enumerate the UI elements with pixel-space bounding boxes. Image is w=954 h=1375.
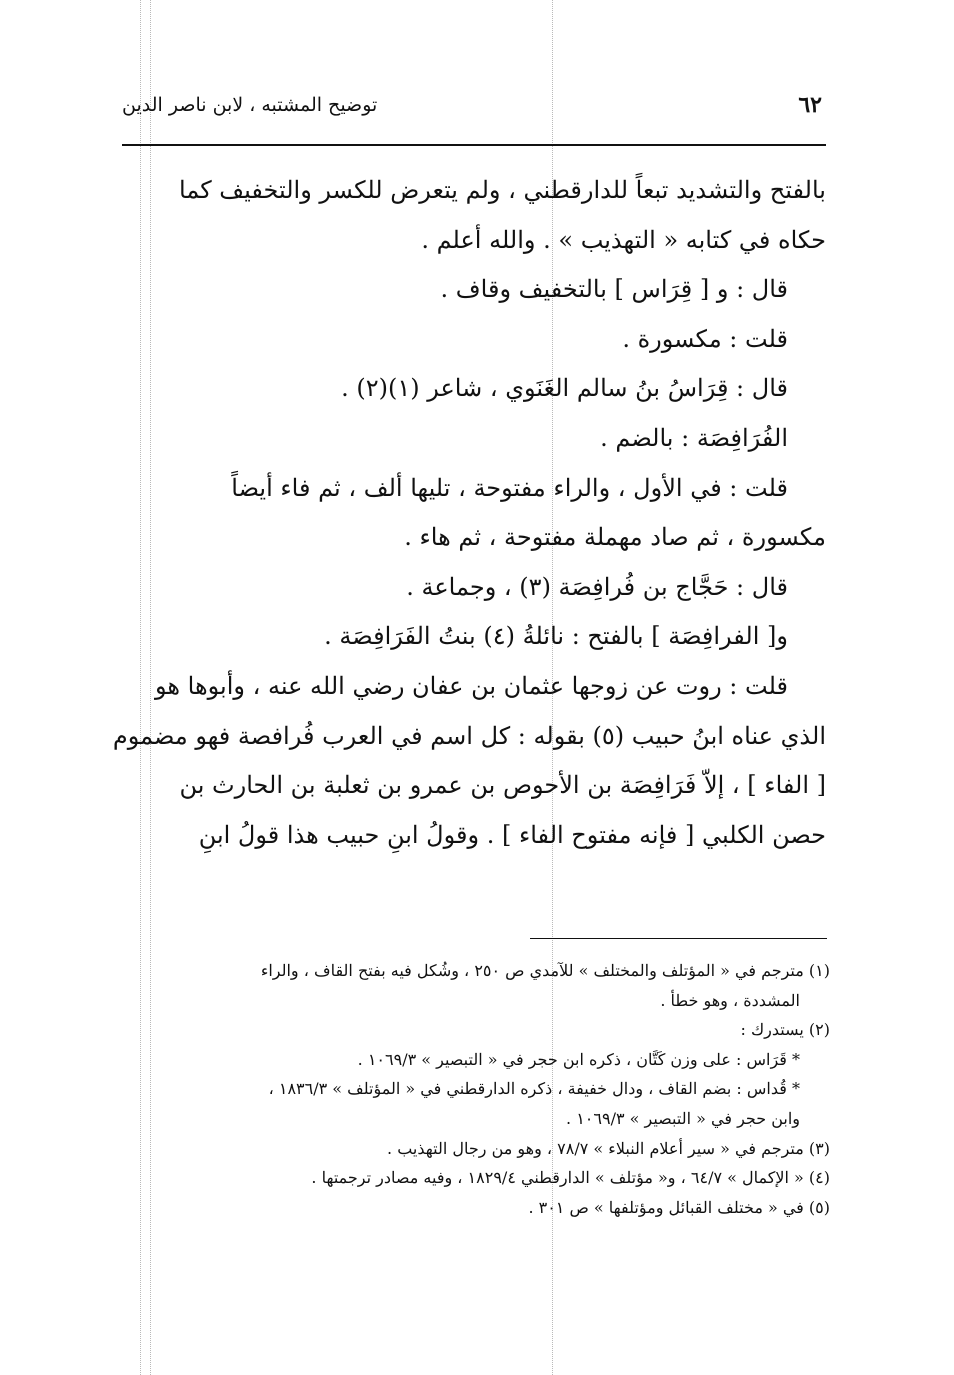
footnote-line: * قَرَاس : على وزن كَتَّان ، ذكره ابن حجر في « التبصير » ١٠٦٩/٣ . bbox=[357, 1049, 800, 1069]
header-divider bbox=[122, 144, 826, 146]
text-line: [ الفاء ] ، إلاّ فَرَافِصَة بن الأحوص بن عمرو بن ثعلبة بن الحارث بن bbox=[179, 771, 826, 800]
text-line: حكاه في كتابه « التهذيب » . والله أعلم . bbox=[421, 225, 826, 254]
text-line: الذي عناه ابنُ حبيب (٥) بقوله : كل اسم في العرب فُرافصة فهو مضموم bbox=[112, 721, 826, 750]
text-line: قلت : مكسورة . bbox=[622, 324, 788, 353]
footnote-line: (٢) يستدرك : bbox=[740, 1020, 830, 1040]
footnote-line: (٤) « الإكمال » ٦٤/٧ ، و« مؤتلف » الدارقطني ١٨٢٩/٤ ، وفيه مصادر ترجمتها . bbox=[311, 1168, 830, 1188]
text-line: قلت : روت عن زوجها عثمان بن عفان رضي الله عنه ، وأبوها هو bbox=[154, 671, 788, 700]
footnote-line: المشددة ، وهو خطأ . bbox=[660, 990, 800, 1010]
footnote-line: (١) مترجم في « المؤتلف والمختلف » للآمدي ص ٢٥٠ ، وشُكل فيه بفتح القاف ، والراء bbox=[260, 961, 830, 980]
page-number: ٦٢ bbox=[798, 92, 822, 118]
footnote-line: (٣) مترجم في « سير أعلام النبلاء » ٧٨/٧ ، وهو من رجال التهذيب . bbox=[387, 1138, 830, 1158]
main-text bbox=[112, 166, 826, 860]
text-line: قال : حَجَّاج بن فُرافِصَة (٣) ، وجماعة . bbox=[406, 572, 788, 601]
running-title: توضيح المشتبه ، لابن ناصر الدين bbox=[122, 94, 378, 116]
text-line: بالفتح والتشديد تبعاً للدارقطني ، ولم يتعرض للكسر والتخفيف كما bbox=[179, 176, 826, 204]
text-line: الفُرَافِصَة : بالضم . bbox=[600, 423, 788, 452]
footnote-line: * قُداس : بضم القاف ، ودال خفيفة ، ذكره الدارقطني في « المؤتلف » ١٨٣٦/٣ ، bbox=[268, 1079, 800, 1099]
footnote-line: وابن حجر في « التبصير » ١٠٦٩/٣ . bbox=[566, 1108, 800, 1128]
text-line: قال : قِرَاسُ بنُ سالم الغَنَوي ، شاعر (١)(٢) . bbox=[341, 374, 788, 403]
text-line: قلت : في الأول ، والراء مفتوحة ، تليها ألف ، ثم فاء أيضاً bbox=[231, 473, 788, 502]
text-line: و[ الفرافِصَة ] بالفتح : نائلةُ (٤) بنتُ الفَرَافِصَة . bbox=[324, 622, 788, 651]
page-header bbox=[122, 92, 822, 132]
footnotes bbox=[124, 956, 830, 1222]
footnote-line: (٥) في « مختلف القبائل ومؤتلفها » ص ٣٠١ . bbox=[528, 1197, 830, 1217]
text-line: قال : و [ قِرَاس ] بالتخفيف وقاف . bbox=[440, 275, 788, 304]
footnote-divider bbox=[530, 938, 827, 939]
text-line: مكسورة ، ثم صاد مهملة مفتوحة ، ثم هاء . bbox=[404, 523, 826, 552]
text-line: حصن الكلبي [ فإنه مفتوح الفاء ] . وقولُ ابنِ حبيب هذا قولُ ابنِ bbox=[198, 820, 826, 849]
